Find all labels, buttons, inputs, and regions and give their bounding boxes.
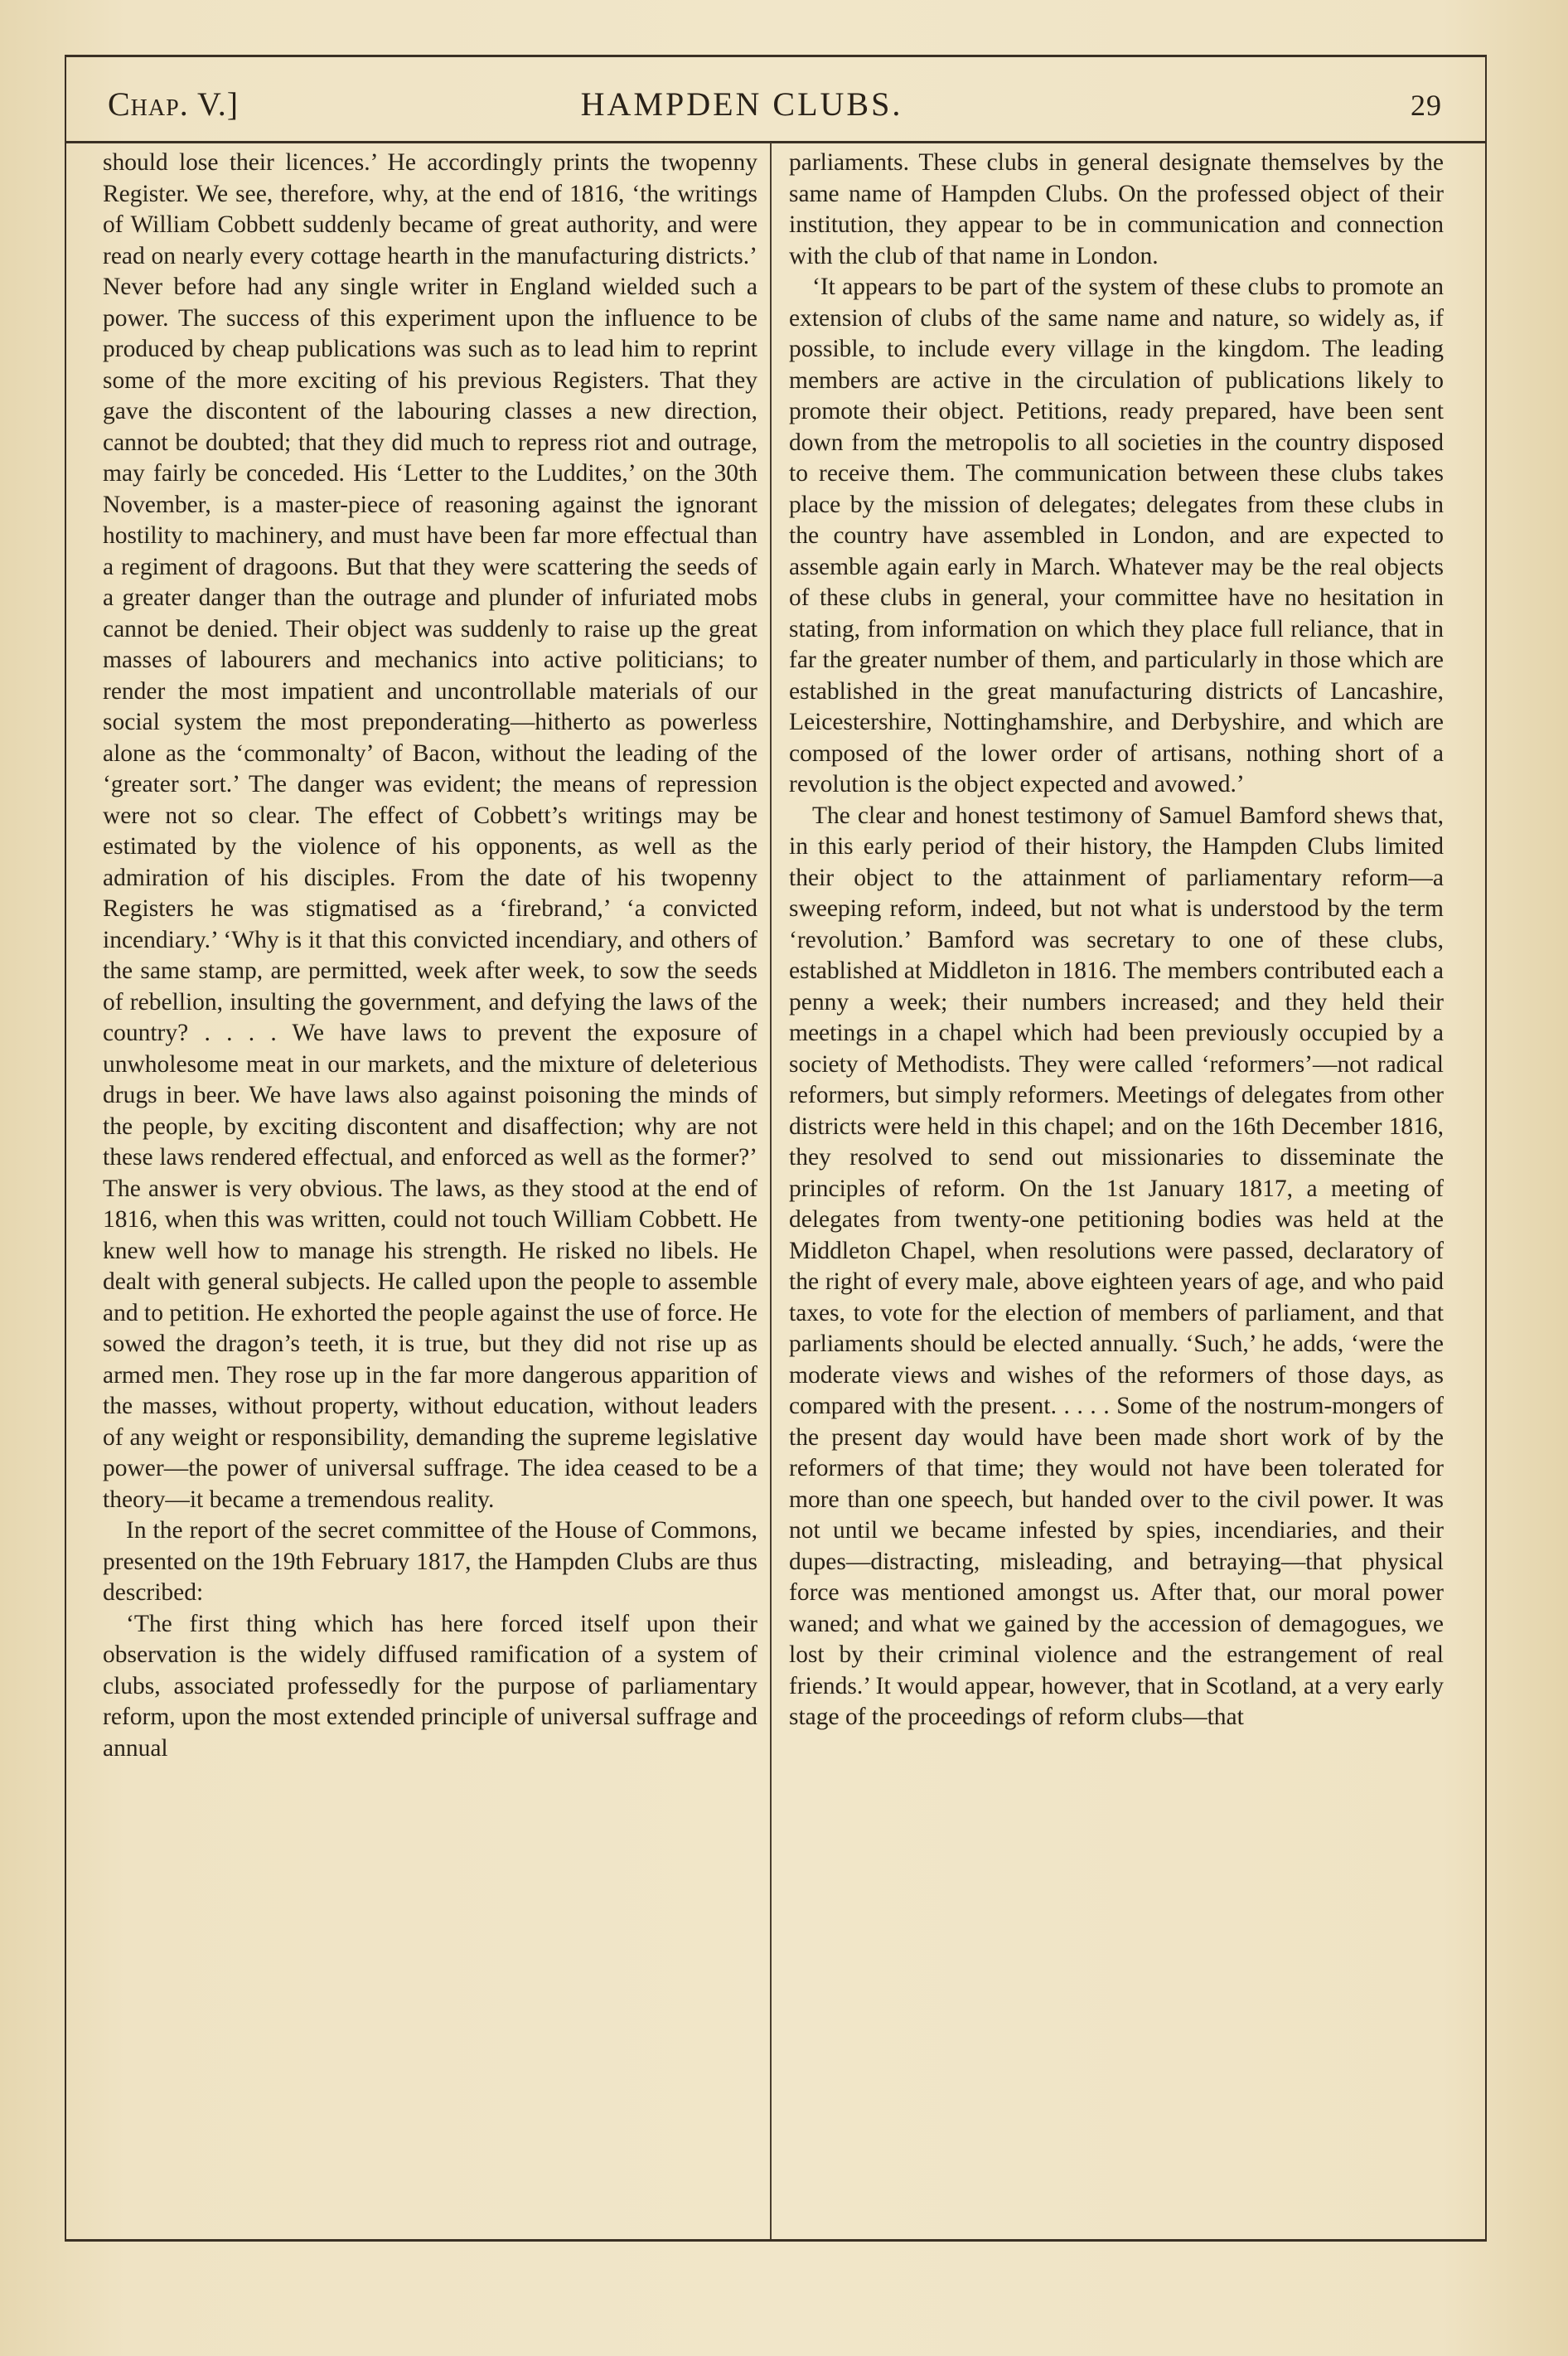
- left-paragraph-1: should lose their licences.’ He accordingly prints the twopenny Register. We see, therefore, why, at the end of 1816, ‘the writings of William Cobbett suddenly became of great authority, and were read on nearly every cottage hearth in the manufacturing districts.’ Never before had any single writer in England wielded such a power. The success of this experiment upon the influence to be produced by cheap publications was such as to lead him to reprint some of the more exciting of his previous Registers. That they gave the discontent of the labouring classes a new direction, cannot be doubted; that they did much to repress riot and outrage, may fairly be conceded. His ‘Letter to the Luddites,’ on the 30th November, is a master-piece of reasoning against the ignorant hostility to machinery, and must have been far more effectual than a regiment of dragoons. But that they were scattering the seeds of a greater danger than the outrage and plunder of infuriated mobs cannot be denied. Their object was suddenly to raise up the great masses of labourers and mechanics into active politicians; to render the most impatient and uncontrollable materials of our social system the most preponderating—hitherto as powerless alone as the ‘commonalty’ of Bacon, without the leading of the ‘greater sort.’ The danger was evident; the means of repression were not so clear. The effect of Cobbett’s writings may be estimated by the violence of his opponents, as well as the admiration of his disciples. From the date of his twopenny Registers he was stigmatised as a ‘firebrand,’ ‘a convicted incendiary.’ ‘Why is it that this convicted incendiary, and others of the same stamp, are permitted, week after week, to sow the seeds of rebellion, insulting the government, and defying the laws of the country? . . . . We have laws to prevent the exposure of unwholesome meat in our markets, and the mixture of deleterious drugs in beer. We have laws also against poisoning the minds of the people, by exciting discontent and disaffection; why are not these laws rendered effectual, and enforced as well as the former?’ The answer is very obvious. The laws, as they stood at the end of 1816, when this was written, could not touch William Cobbett. He knew well how to manage his strength. He risked no libels. He dealt with general subjects. He called upon the people to assemble and to petition. He exhorted the people against the use of force. He sowed the dragon’s teeth, it is true, but they did not rise up as armed men. They rose up in the far more dangerous apparition of the masses, without property, without education, without leaders of any weight or responsibility, demanding the supreme legislative power—the power of universal suffrage. The idea ceased to be a theory—it became a tremendous reality.: [103, 149, 757, 1513]
- left-paragraph-3: ‘The first thing which has here forced itself upon their observation is the widely diffused ramification of a system of clubs, associated professedly for the purpose of parliamentary reform, upon the most extended principle of universal suffrage and annual: [103, 1610, 757, 1762]
- right-paragraph-2: ‘It appears to be part of the system of these clubs to promote an extension of clubs of the same name and nature, so widely as, if possible, to include every village in the kingdom. The leading members are active in the circulation of publications likely to promote their object. Petitions, ready prepared, have been sent down from the metropolis to all societies in the country disposed to receive them. The communication between these clubs takes place by the mission of delegates; delegates from these clubs in the country have assembled in London, and are expected to assemble again early in March. Whatever may be the real objects of these clubs in general, your committee have no hesitation in stating, from information on which they place full reliance, that in far the greater number of them, and particularly in those which are established in the great manufacturing districts of Lancashire, Leicestershire, Nottinghamshire, and Derbyshire, and which are composed of the lower order of artisans, nothing short of a revolution is the object expected and avowed.’: [789, 274, 1444, 797]
- header-rule: [65, 141, 1487, 143]
- frame-left-rule: [65, 55, 66, 2242]
- running-header: [108, 76, 1459, 134]
- page-number: 29: [1411, 89, 1442, 122]
- running-title: HAMPDEN CLUBS.: [580, 85, 903, 123]
- bottom-rule: [65, 2239, 1487, 2242]
- left-paragraph-2: In the report of the secret committee of the House of Commons, presented on the 19th February 1817, the Hampden Clubs are thus described:: [103, 1517, 757, 1606]
- chapter-label: Chap. V.]: [108, 85, 240, 123]
- column-divider: [770, 143, 772, 2239]
- right-paragraph-1: parliaments. These clubs in general designate themselves by the same name of Hampden Clubs. On the professed object of their institution, they appear to be in communication and connection with the club of that name in London.: [789, 149, 1444, 269]
- frame-right-rule: [1485, 55, 1487, 2242]
- right-column: [789, 148, 1444, 1733]
- left-column: [103, 148, 757, 1764]
- right-paragraph-3: The clear and honest testimony of Samuel Bamford shews that, in this early period of their history, the Hampden Clubs limited their object to the attainment of parliamentary reform—a sweeping reform, indeed, but not what is understood by the term ‘revolution.’ Bamford was secretary to one of these clubs, established at Middleton in 1816. The members contributed each a penny a week; their numbers increased; and they held their meetings in a chapel which had been previously occupied by a society of Methodists. They were called ‘reformers’—not radical reformers, but simply reformers. Meetings of delegates from other districts were held in this chapel; and on the 16th December 1816, they resolved to send out missionaries to disseminate the principles of reform. On the 1st January 1817, a meeting of delegates from twenty-one petitioning bodies was held at the Middleton Chapel, when resolutions were passed, declaratory of the right of every male, above eighteen years of age, and who paid taxes, to vote for the election of members of parliament, and that parliaments should be elected annually. ‘Such,’ he adds, ‘were the moderate views and wishes of the reformers of those days, as compared with the present. . . . . Some of the nostrum-mongers of the present day would have been made short work of by the reformers of that time; they would not have been tolerated for more than one speech, but handed over to the civil power. It was not until we became infested by spies, incendiaries, and their dupes—distracting, misleading, and betraying—that physical force was mentioned amongst us. After that, our moral power waned; and what we gained by the accession of demagogues, we lost by their criminal violence and the estrangement of real friends.’ It would appear, however, that in Scotland, at a very early stage of the proceedings of reform clubs—that: [789, 802, 1444, 1730]
- top-rule: [65, 55, 1487, 57]
